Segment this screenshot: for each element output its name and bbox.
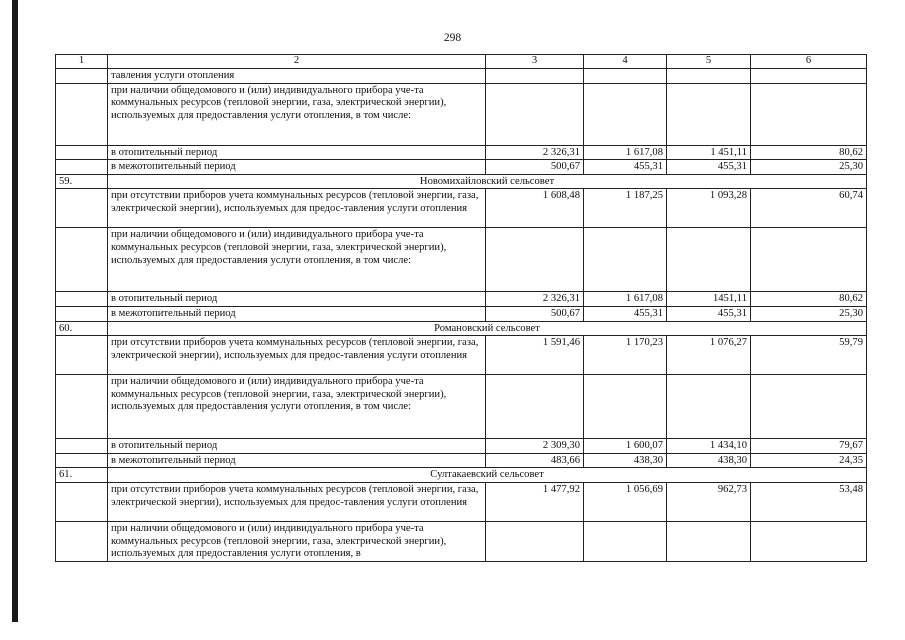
section-number: 59.: [56, 174, 108, 189]
value-col6: 24,35: [751, 453, 867, 468]
value-col3: [486, 375, 584, 439]
column-header: 6: [751, 55, 867, 69]
table-row: [56, 306, 867, 321]
value-col3: 2 309,30: [486, 439, 584, 454]
value-col3: 500,67: [486, 306, 584, 321]
table-row: [56, 83, 867, 145]
value-col6: 59,79: [751, 336, 867, 375]
value-col3: 500,67: [486, 160, 584, 175]
row-description: при наличии общедомового и (или) индивидуального прибора уче-та коммунальных ресурсов (тепловой энергии, газа, электрической энергии), используемых для предоставления услуги отопления, в том числе:: [108, 83, 486, 145]
value-col6: 80,62: [751, 145, 867, 160]
table-row: [56, 482, 867, 521]
section-number: 60.: [56, 321, 108, 336]
row-number: [56, 292, 108, 307]
column-header: 2: [108, 55, 486, 69]
value-col4: 455,31: [584, 160, 667, 175]
row-number: [56, 453, 108, 468]
value-col4: 438,30: [584, 453, 667, 468]
row-description: в межотопительный период: [108, 306, 486, 321]
section-title: Романовский сельсовет: [108, 321, 867, 336]
value-col5: 438,30: [667, 453, 751, 468]
value-col3: 2 326,31: [486, 292, 584, 307]
value-col6: [751, 83, 867, 145]
value-col4: 1 170,23: [584, 336, 667, 375]
row-number: [56, 306, 108, 321]
tariff-table: [55, 54, 867, 562]
column-header: 4: [584, 55, 667, 69]
row-description: при отсутствии приборов учета коммунальных ресурсов (тепловой энергии, газа, электрической энергии), используемых для предос-тавления услуги отопления: [108, 189, 486, 228]
section-row: [56, 468, 867, 483]
row-number: [56, 68, 108, 83]
value-col5: 1 076,27: [667, 336, 751, 375]
column-header: 1: [56, 55, 108, 69]
value-col4: 1 056,69: [584, 482, 667, 521]
column-header: 3: [486, 55, 584, 69]
row-description: в межотопительный период: [108, 453, 486, 468]
row-description: в отопительный период: [108, 439, 486, 454]
table-row: [56, 439, 867, 454]
section-title: Новомихайловский сельсовет: [108, 174, 867, 189]
row-description: при наличии общедомового и (или) индивидуального прибора уче-та коммунальных ресурсов (тепловой энергии, газа, электрической энергии), используемых для предоставления услуги отопления, в том числе:: [108, 228, 486, 292]
value-col6: 79,67: [751, 439, 867, 454]
row-number: [56, 521, 108, 561]
value-col6: [751, 228, 867, 292]
row-number: [56, 228, 108, 292]
table-row: [56, 375, 867, 439]
value-col6: 25,30: [751, 160, 867, 175]
value-col5: 962,73: [667, 482, 751, 521]
row-description: при отсутствии приборов учета коммунальных ресурсов (тепловой энергии, газа, электрической энергии), используемых для предос-тавления услуги отопления: [108, 482, 486, 521]
table-row: [56, 292, 867, 307]
section-number: 61.: [56, 468, 108, 483]
value-col5: 1 434,10: [667, 439, 751, 454]
value-col5: [667, 228, 751, 292]
value-col4: [584, 228, 667, 292]
row-number: [56, 160, 108, 175]
row-number: [56, 189, 108, 228]
value-col6: [751, 375, 867, 439]
row-description: в межотопительный период: [108, 160, 486, 175]
value-col3: 483,66: [486, 453, 584, 468]
value-col5: [667, 83, 751, 145]
row-number: [56, 375, 108, 439]
row-description: тавления услуги отопления: [108, 68, 486, 83]
value-col4: 1 187,25: [584, 189, 667, 228]
value-col3: 1 477,92: [486, 482, 584, 521]
value-col3: [486, 228, 584, 292]
scan-edge-bar: [12, 0, 18, 622]
column-header-row: [56, 55, 867, 69]
value-col5: 455,31: [667, 160, 751, 175]
section-row: [56, 174, 867, 189]
table-row: [56, 68, 867, 83]
value-col6: [751, 68, 867, 83]
value-col5: 1 093,28: [667, 189, 751, 228]
row-description: при наличии общедомового и (или) индивидуального прибора уче-та коммунальных ресурсов (тепловой энергии, газа, электрической энергии), используемых для предоставления услуги отопления, в том числе:: [108, 375, 486, 439]
value-col5: [667, 375, 751, 439]
value-col3: 2 326,31: [486, 145, 584, 160]
row-description: при наличии общедомового и (или) индивидуального прибора уче-та коммунальных ресурсов (тепловой энергии, газа, электрической энергии), используемых для предоставления услуги отопления, в: [108, 521, 486, 561]
table-row: [56, 145, 867, 160]
value-col4: [584, 521, 667, 561]
row-number: [56, 336, 108, 375]
page-number: 298: [443, 32, 462, 44]
value-col6: 60,74: [751, 189, 867, 228]
table-row: [56, 521, 867, 561]
value-col5: [667, 521, 751, 561]
value-col6: [751, 521, 867, 561]
row-description: в отопительный период: [108, 292, 486, 307]
value-col6: 25,30: [751, 306, 867, 321]
row-number: [56, 439, 108, 454]
section-row: [56, 321, 867, 336]
row-description: в отопительный период: [108, 145, 486, 160]
value-col3: 1 608,48: [486, 189, 584, 228]
table-row: [56, 160, 867, 175]
row-number: [56, 83, 108, 145]
value-col3: [486, 521, 584, 561]
value-col3: [486, 68, 584, 83]
value-col4: 1 600,07: [584, 439, 667, 454]
value-col5: [667, 68, 751, 83]
table-row: [56, 189, 867, 228]
value-col5: 1 451,11: [667, 145, 751, 160]
value-col4: [584, 83, 667, 145]
value-col3: [486, 83, 584, 145]
value-col4: [584, 68, 667, 83]
value-col6: 80,62: [751, 292, 867, 307]
value-col4: 1 617,08: [584, 292, 667, 307]
value-col6: 53,48: [751, 482, 867, 521]
column-header: 5: [667, 55, 751, 69]
value-col4: 1 617,08: [584, 145, 667, 160]
row-number: [56, 482, 108, 521]
value-col4: [584, 375, 667, 439]
table-row: [56, 336, 867, 375]
table-row: [56, 228, 867, 292]
table-row: [56, 453, 867, 468]
value-col5: 455,31: [667, 306, 751, 321]
value-col3: 1 591,46: [486, 336, 584, 375]
section-title: Султакаевский сельсовет: [108, 468, 867, 483]
value-col5: 1451,11: [667, 292, 751, 307]
row-number: [56, 145, 108, 160]
row-description: при отсутствии приборов учета коммунальных ресурсов (тепловой энергии, газа, электрической энергии), используемых для предос-тавления услуги отопления: [108, 336, 486, 375]
value-col4: 455,31: [584, 306, 667, 321]
